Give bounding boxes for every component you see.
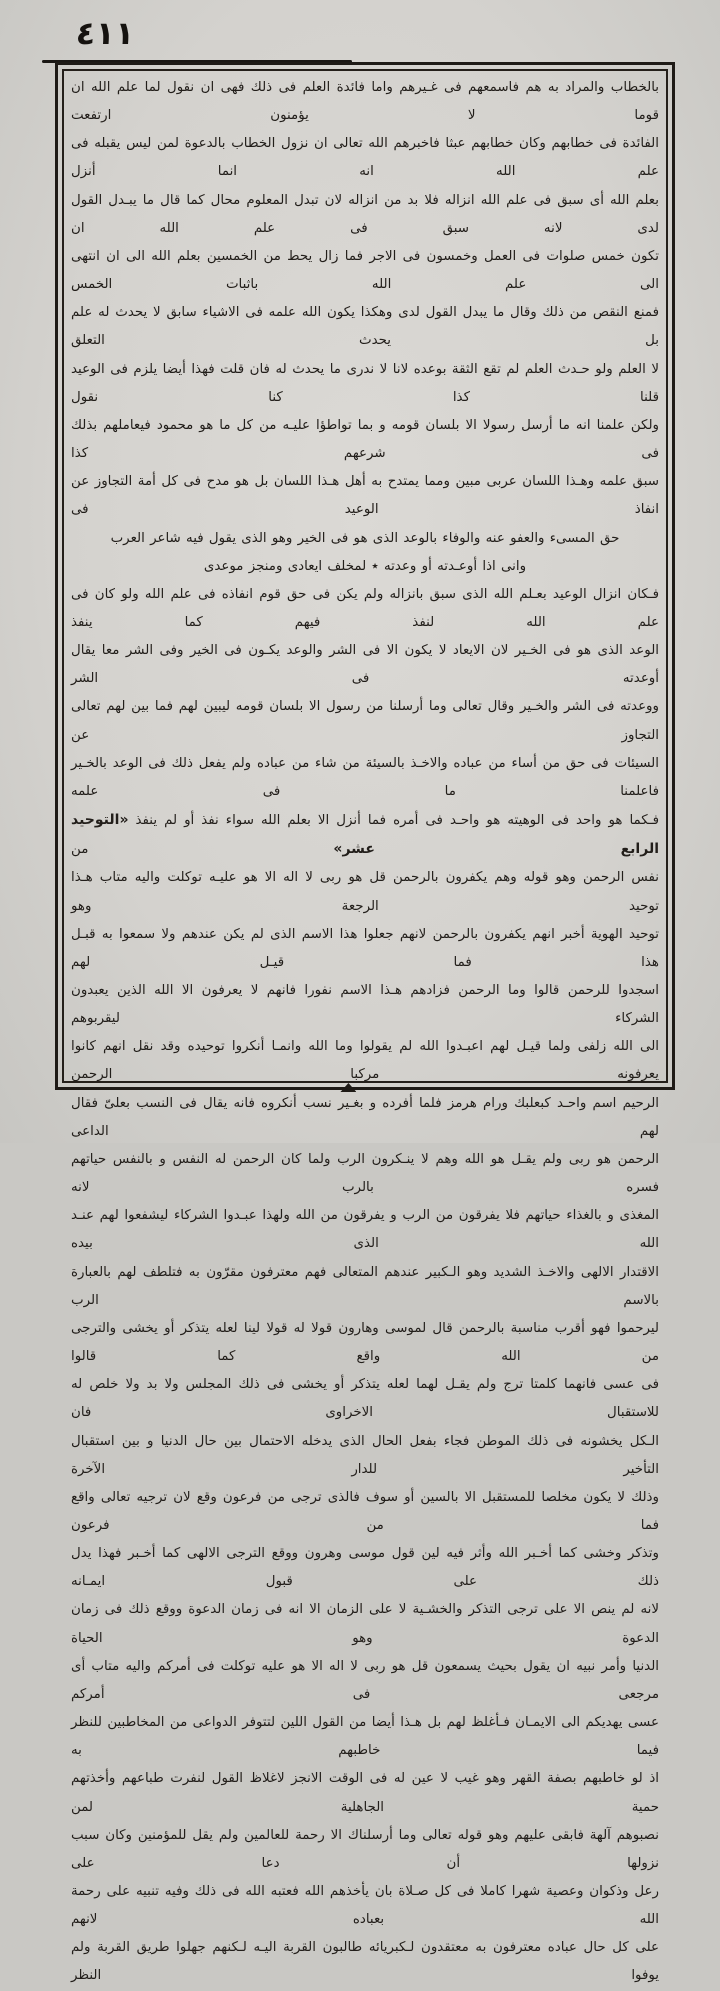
text-line bbox=[71, 1709, 659, 1765]
text-line bbox=[71, 243, 659, 299]
text-line bbox=[71, 1596, 659, 1652]
text-segment: الدنيا وأمر نبيه ان يقول بحيث يسمعون قل هو ربى لا اله الا هو عليه توكلت فى أمركم واليه متاب أى مرجعى فى أمركم bbox=[71, 1658, 659, 1702]
text-line bbox=[71, 1878, 659, 1934]
text-line bbox=[71, 468, 659, 524]
text-segment: الاقتدار الالهى والاخـذ الشديد وهو الـكبير عندهم المتعالى فهم معترفون مقرّون به فتلطف لهم بالعبارة بالاسم الرب bbox=[71, 1264, 659, 1308]
text-line bbox=[71, 1653, 659, 1709]
text-segment: ووعدته فى الشر والخـير وقال تعالى وما أرسلنا من رسول الا بلسان قومه ليبين لهم فما بين لهم تعالى التجاوز عن bbox=[71, 699, 659, 743]
text-line bbox=[71, 1146, 659, 1202]
text-segment: نفس الرحمن وهو قوله وهم يكفرون بالرحمن قل هو ربى لا اله الا هو عليـه توكلت واليه متاب هـذا توحيد الرجعة وهو bbox=[71, 870, 659, 914]
text-line bbox=[71, 74, 659, 130]
text-frame-inner bbox=[62, 69, 668, 1984]
text-line bbox=[71, 553, 659, 581]
text-segment: السيئات فى حق من أساء من عباده والاخـذ بالسيئة من شاء من عباده ولم يفعل ذلك فى الوعد بالخـير فاعلمنا ما فى علمه bbox=[71, 755, 659, 799]
text-line bbox=[71, 1822, 659, 1878]
text-line bbox=[71, 1428, 659, 1484]
text-line bbox=[71, 750, 659, 806]
text-line bbox=[71, 581, 659, 637]
text-segment: لا العلم ولو حـدث العلم لم تقع الثقة بوعده لانا لا ندرى ما يحدث له فان قلت فهذا أيضا يلزم فى الوعيد قلنا كذا كنا نقول bbox=[71, 361, 659, 405]
text-segment: الرحيم اسم واحـد كبعلبك ورام هرمز فلما أفرده و بغـير نسب أنكروه فانه يقال فى النسب بعلىّ فقال لهم الداعى bbox=[71, 1095, 659, 1139]
text-segment: الـكل يخشونه فى ذلك الموطن فجاء بفعل الحال الذى يدخله الاحتمال بين حال الدنيا و بين استقبال التأخير للدار الآخرة bbox=[71, 1433, 659, 1477]
text-segment: فمنع النقص من ذلك وقال ما يبدل القول لدى وهكذا يكون الله علمه فى الاشياء سابق لا يحدث له علم بل يحدث التعلق bbox=[71, 305, 659, 349]
text-line bbox=[71, 1259, 659, 1315]
text-line bbox=[71, 1540, 659, 1596]
text-segment: رعل وذكوان وعصية شهرا كاملا فى كل صـلاة بان يأخذهم الله فعتبه الله فى ذلك وفيه تنبيه على رحمة الله بعباده لانهم bbox=[71, 1884, 659, 1928]
section-heading: «التوحيد الرابع عشر» bbox=[71, 812, 659, 858]
text-segment: عسى يهديكم الى الايمـان فـأغلظ لهم بل هـذا أيضا من القول اللين لتتوفر الدواعى من المخاطبين للنظر فيما خاطبهم به bbox=[71, 1715, 659, 1759]
text-line bbox=[71, 637, 659, 693]
text-segment: الى الله زلفى ولما قيـل لهم اعبـدوا الله لم يقولوا وما الله وانمـا أنكروا توحيده وقد نقل انهم كانوا يعرفونه مركبا الرحمن bbox=[71, 1039, 659, 1083]
text-segment: لمخلف ايعادى ومنجز موعدى bbox=[203, 558, 372, 574]
text-segment: المغذى و بالغذاء حياتهم فلا يفرقون من الرب و يفرقون من الله ولهذا عبـدوا الشركاء ليشفعوا لهم عنـد الله الذى بيده bbox=[71, 1208, 659, 1252]
text-line bbox=[71, 1090, 659, 1146]
page-number: ٤١١ bbox=[74, 14, 136, 52]
text-line bbox=[71, 1484, 659, 1540]
text-line bbox=[71, 187, 659, 243]
text-segment: وذلك لا يكون مخلصا للمستقبل الا بالسين أو سوف فالذى ترجى من فرعون وقع لان ترجيه تعالى واقع فما من فرعون bbox=[71, 1489, 659, 1533]
text-line bbox=[71, 1934, 659, 1990]
text-line bbox=[71, 356, 659, 412]
text-segment: ليرحموا فهو أقرب مناسبة بالرحمن قال لموسى وهارون قولا له قولا لينا لعله يتذكر أو يخشى والترجى من الله واقع كما قالوا bbox=[71, 1320, 659, 1365]
text-line bbox=[71, 806, 659, 864]
text-segment: فى عسى فانهما كلمتا ترج ولم يقـل لهما لعله يتذكر أو يخشى فى ذلك المجلس ولا بد ولا خلص له للاستقبال الاخراوى فان bbox=[71, 1377, 659, 1421]
text-line bbox=[71, 1033, 659, 1089]
text-line bbox=[71, 299, 659, 355]
verse-separator-ornament: ٭ bbox=[371, 558, 379, 574]
text-segment: نصبوهم آلهة فابقى عليهم وهو قوله تعالى وما أرسلناك الا رحمة للعالمين ولم يقل للمؤمنين وكان سبب نزولها أن دعا على bbox=[71, 1827, 659, 1871]
text-segment: الفائدة فى خطابهم وكان خطابهم عبثا فاخبرهم الله تعالى ان نزول الخطاب بالدعوة لمن ليس يقبله فى علم الله انه انما أنزل bbox=[71, 136, 659, 180]
text-frame-outer bbox=[55, 62, 675, 1984]
text-line bbox=[71, 1765, 659, 1821]
text-segment: وتذكر وخشى كما أخـبر الله وأثر فيه لين قول موسى وهرون ووقع الترجى الالهى كما أخـبر فهذا يدل ذلك على قبول ايمـانه bbox=[71, 1546, 659, 1590]
text-line bbox=[71, 130, 659, 186]
text-segment: بعلم الله أى سبق فى علم الله انزاله فلا بد من انزاله لان تبدل المعلوم محال كما قال ما يبـدل القول لدى لانه سبق فى علم الله ان bbox=[71, 192, 659, 236]
text-line bbox=[71, 921, 659, 977]
text-segment: تكون خمس صلوات فى العمل وخمسون فى الاجر فما زال يحط من الخمسين بعلم الله الى ان انتهى الى علم الله باثبات الخمس bbox=[71, 248, 659, 293]
text-segment: بالخطاب والمراد به هم فاسمعهم فى غـيرهم واما فائدة العلم فى ذلك فهى ان نقول لما علم الله ان قوما لا يؤمنون ارتفعت bbox=[71, 80, 659, 124]
text-segment: ولكن علمنا انه ما أرسل رسولا الا بلسان قومه و بما تواطؤا عليـه من كل ما هو محمود فيعاملهم بذلك فى شرعهم كذا bbox=[71, 417, 659, 462]
text-segment: توحيد الهوية أخبر انهم يكفرون بالرحمن لانهم جعلوا هذا الاسم الذى لم يكن عندهم ولا سمعوا به قبـل هذا فما قيـل لهم bbox=[71, 926, 659, 970]
text-segment: على كل حال عباده معترفون به معتقدون لـكبريائه طالبون القربة اليـه لـكنهم جهلوا طريق القربة ولم يوفوا النظر bbox=[71, 1940, 659, 1984]
text-line bbox=[71, 1315, 659, 1371]
text-line bbox=[71, 693, 659, 749]
text-segment: وانى اذا أوعـدته أو وعدته bbox=[378, 558, 527, 574]
text-body bbox=[71, 74, 659, 1984]
text-line bbox=[71, 1371, 659, 1427]
text-line bbox=[71, 525, 659, 553]
text-line bbox=[71, 412, 659, 468]
text-segment: حق المسىء والعفو عنه والوفاء بالوعد الذى هو فى الخير وهو الذى يقول فيه شاعر العرب bbox=[110, 530, 620, 546]
text-line bbox=[71, 864, 659, 920]
text-segment: فـكان انزال الوعيد بعـلم الله الذى سبق بانزاله ولم يكن فى حق قوم انفاذه فى علم الله ولو كان فى علم الله لنفذ فيهم كما ينفذ bbox=[71, 586, 659, 630]
text-segment: الوعد الذى هو فى الخـير لان الايعاد لا يكون الا فى الشر والوعد يكـون فى الخير وفى الشر معا يقال أوعدته فى الشر bbox=[71, 643, 659, 687]
text-segment: الرحمن هو ربى ولم يقـل هو الله وهم لا ينـكرون الرب ولما كان الرحمن له النفس و بالنفس حياتهم فسره بالرب لانه bbox=[71, 1151, 659, 1196]
text-segment: سبق علمه وهـذا اللسان عربى مبين ومما يمتدح به أهل هـذا اللسان بل هو مدح فى كل أمة التجاوز عن انفاذ الوعيد فى bbox=[71, 474, 659, 518]
text-segment: من bbox=[71, 842, 334, 858]
text-segment: فـكما هو واحد فى الوهيته هو واحـد فى أمره فما أنزل الا بعلم الله سواء نفذ أو لم ينفذ bbox=[128, 813, 659, 829]
text-segment: اذ لو خاطبهم بصفة القهر وهو غيب لا عين له فى الوقت الانجز لاغلاظ القول لنفرت طباعهم وأخذتهم حمية الجاهلية لمن bbox=[71, 1771, 659, 1815]
text-segment: اسجدوا للرحمن قالوا وما الرحمن فزادهم هـذا الاسم نفورا فانهم لا يعرفون الا الله الذين يعبدون الشركاء ليقربوهم bbox=[71, 983, 659, 1027]
text-segment: لانه لم ينص الا على ترجى التذكر والخشـية لا على الزمان الا انه فى زمان الدعوة ووقع ذلك فى زمان الدعوة وهو الحياة bbox=[71, 1602, 659, 1646]
text-line bbox=[71, 1202, 659, 1258]
text-line bbox=[71, 977, 659, 1033]
